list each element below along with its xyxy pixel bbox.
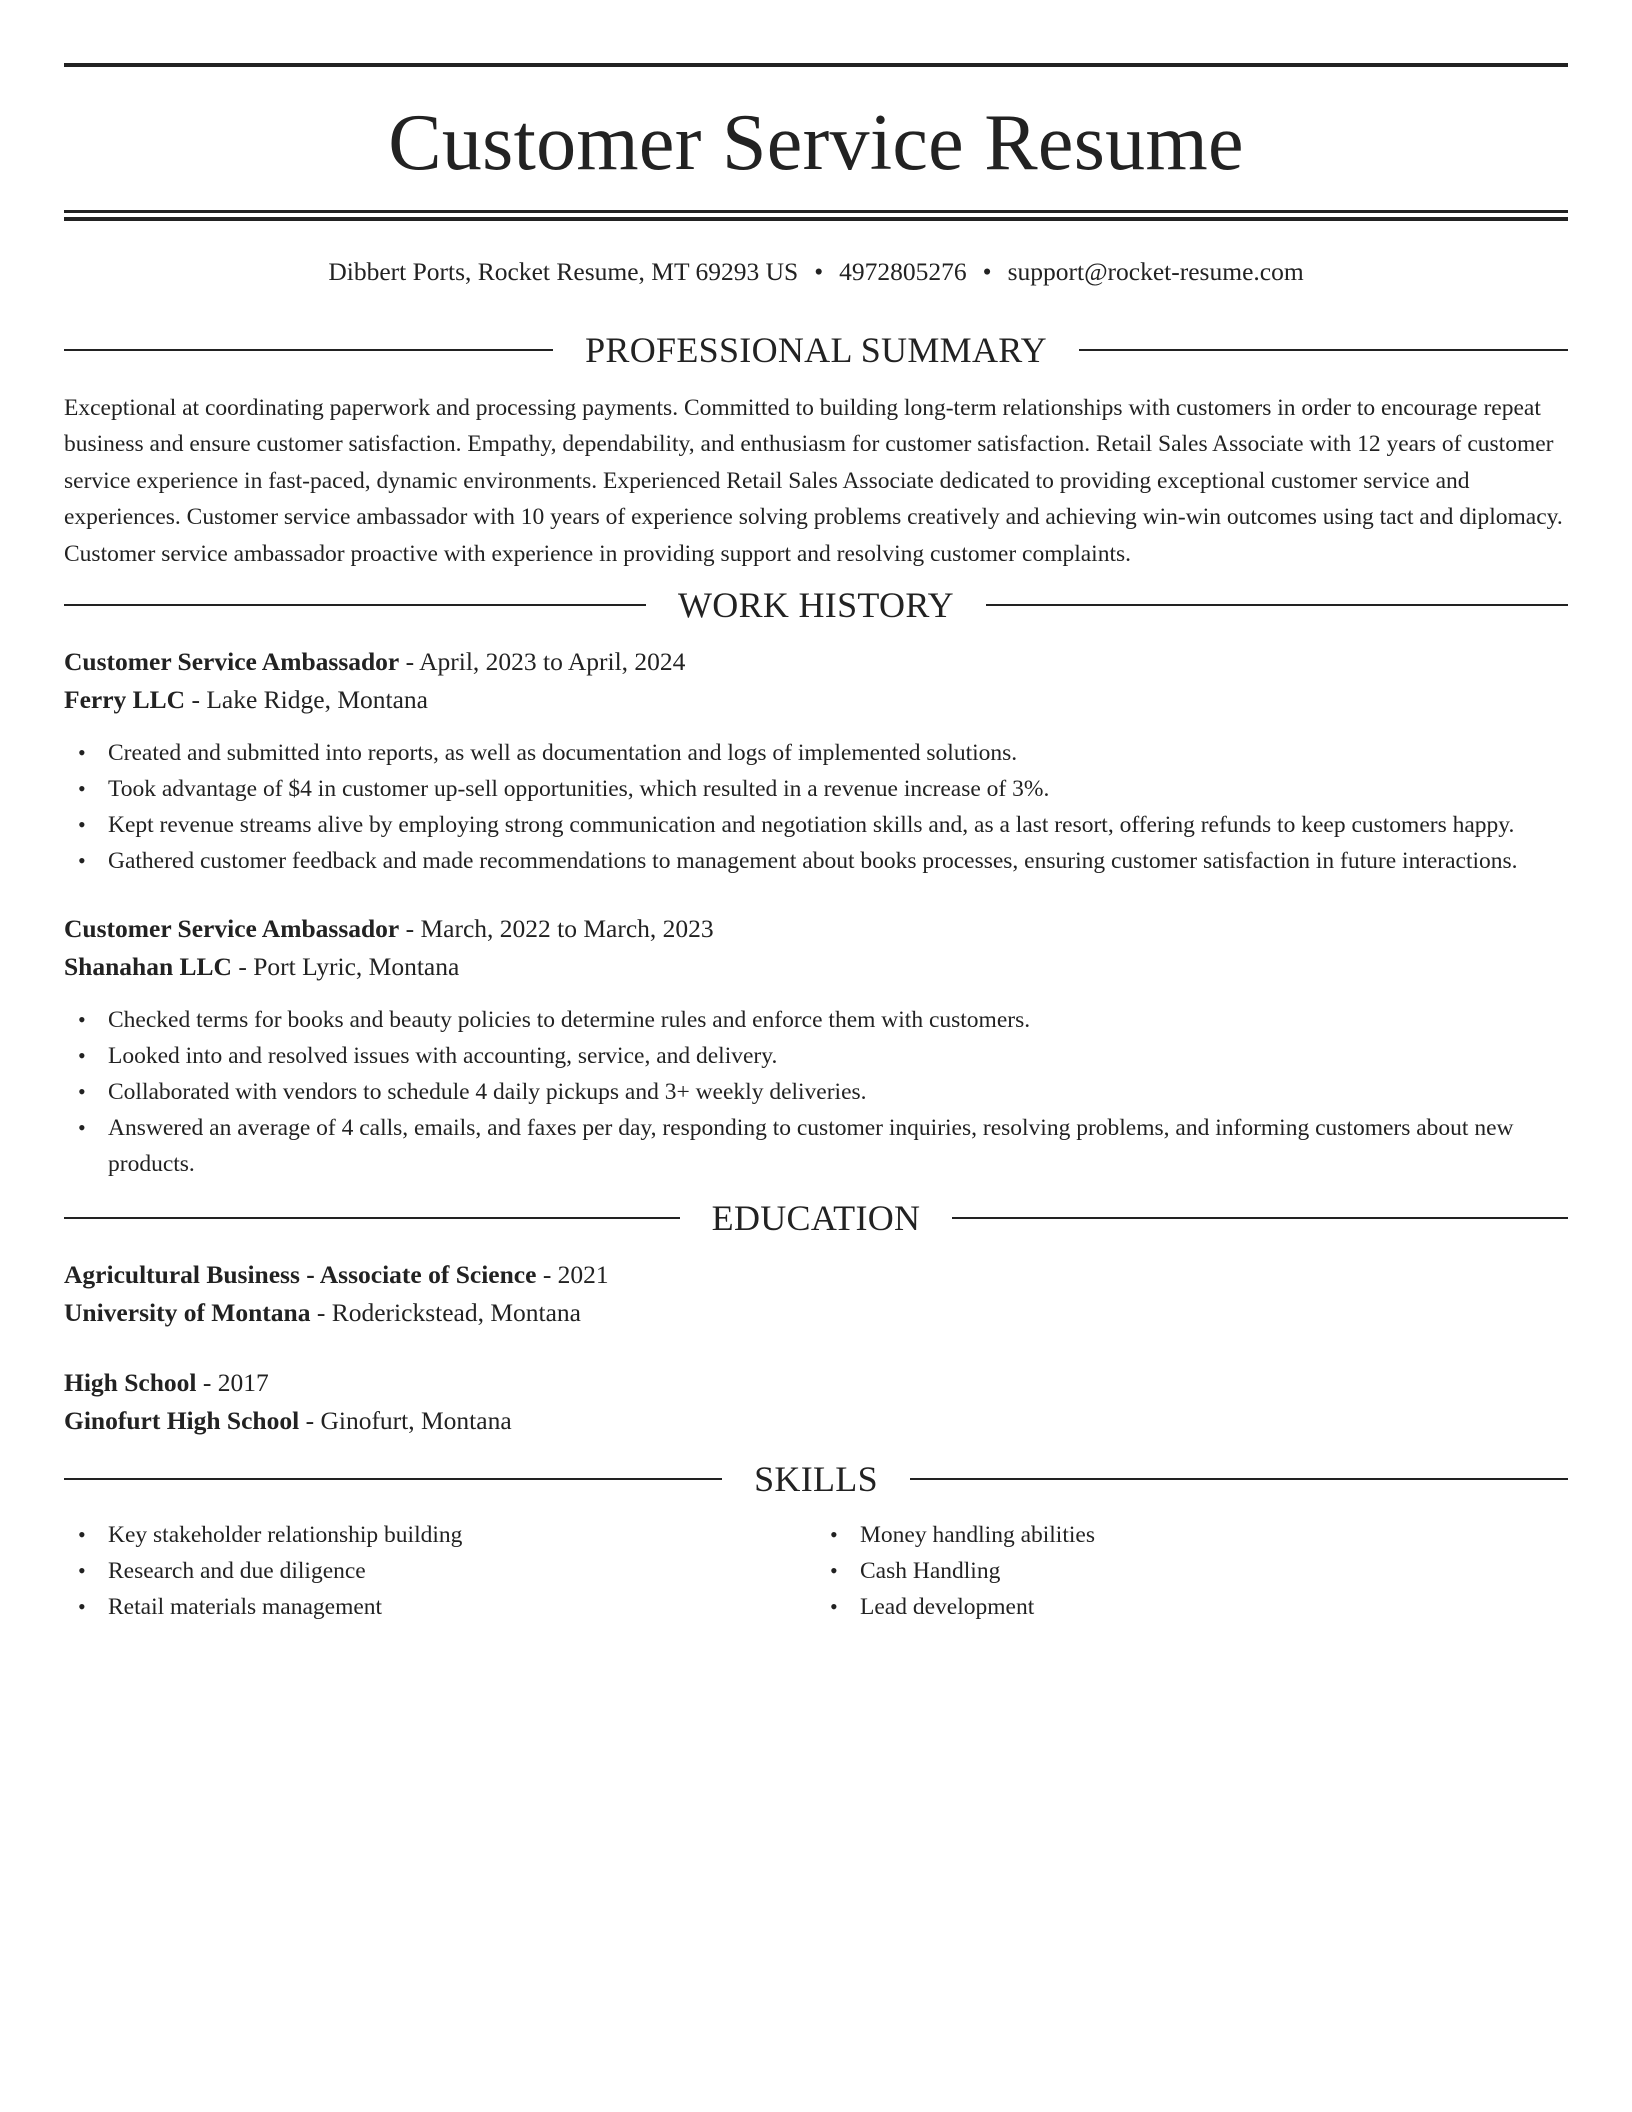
contact-separator: • xyxy=(982,257,992,286)
heading-rule-left xyxy=(64,604,646,606)
list-item: • Collaborated with vendors to schedule 4 daily pickups and 3+ weekly deliveries. xyxy=(64,1074,1568,1110)
job-company-line xyxy=(64,948,1568,986)
list-item: • Checked terms for books and beauty policies to determine rules and enforce them with customers. xyxy=(64,1002,1568,1038)
heading-rule-right xyxy=(952,1217,1568,1219)
education-school-line xyxy=(64,1402,1568,1440)
work-history-heading-label: WORK HISTORY xyxy=(678,585,954,626)
job-title: Customer Service Ambassador xyxy=(64,647,400,677)
skills-heading xyxy=(64,1457,1568,1501)
job-entry xyxy=(64,910,1568,1182)
resume-title: Customer Service Resume xyxy=(388,99,1244,187)
job-location: - Port Lyric, Montana xyxy=(231,952,460,982)
list-item: • Kept revenue streams alive by employing strong communication and negotiation skills and, as a last resort, offering refunds to keep customers happy. xyxy=(64,807,1568,843)
education-heading-label: EDUCATION xyxy=(711,1198,921,1239)
heading-rule-right xyxy=(1079,349,1568,351)
contact-separator: • xyxy=(814,257,824,286)
job-title: Customer Service Ambassador xyxy=(64,914,400,944)
education-year: - 2017 xyxy=(196,1368,269,1398)
job-location: - Lake Ridge, Montana xyxy=(185,685,428,715)
education-degree: High School xyxy=(64,1368,197,1398)
skills-list-left xyxy=(64,1517,816,1625)
list-item: • Looked into and resolved issues with accounting, service, and delivery. xyxy=(64,1038,1568,1074)
list-item: • Answered an average of 4 calls, emails, and faxes per day, responding to customer inquiries, resolving problems, and informing customers about new products. xyxy=(64,1110,1568,1182)
heading-rule-right xyxy=(910,1478,1568,1480)
skill-item: • Research and due diligence xyxy=(64,1553,816,1589)
heading-rule-left xyxy=(64,1217,680,1219)
contact-address: Dibbert Ports, Rocket Resume, MT 69293 US xyxy=(328,257,799,286)
heading-rule-left xyxy=(64,349,553,351)
skills-heading-label: SKILLS xyxy=(754,1459,878,1500)
skill-item: • Key stakeholder relationship building xyxy=(64,1517,816,1553)
education-year: - 2021 xyxy=(536,1260,609,1290)
education-degree-line xyxy=(64,1364,1568,1402)
education-degree: Agricultural Business - Associate of Science xyxy=(64,1260,537,1290)
heading-rule-right xyxy=(986,604,1568,606)
list-item: • Created and submitted into reports, as well as documentation and logs of implemented solutions. xyxy=(64,735,1568,771)
summary-heading xyxy=(64,328,1568,372)
job-title-line xyxy=(64,643,1568,681)
heading-rule-left xyxy=(64,1478,722,1480)
list-item: • Took advantage of $4 in customer up-sell opportunities, which resulted in a revenue increase of 3%. xyxy=(64,771,1568,807)
job-title-line xyxy=(64,910,1568,948)
contact-email: support@rocket-resume.com xyxy=(1007,257,1304,286)
job-dates: - March, 2022 to March, 2023 xyxy=(399,914,714,944)
summary-text: Exceptional at coordinating paperwork and processing payments. Committed to building long-term relationships with customers in order to encourage repeat business and ensure customer satisfaction. Empathy, dependability, and enthusiasm for customer satisfaction. Retail Sales Associate with 12 years of customer service experience in fast-paced, dynamic environments. Experienced Retail Sales Associate dedicated to providing exceptional customer service and experiences. Customer service ambassador with 10 years of experience solving problems creatively and achieving win-win outcomes using tact and diplomacy. Customer service ambassador proactive with experience in providing support and resolving customer complaints. xyxy=(64,395,1563,567)
skill-item: • Cash Handling xyxy=(816,1553,1568,1589)
job-bullets xyxy=(64,1002,1568,1182)
job-bullets xyxy=(64,735,1568,879)
education-school-line xyxy=(64,1294,1568,1332)
title-double-rule xyxy=(64,210,1568,221)
work-history-heading xyxy=(64,583,1568,627)
education-location: - Ginofurt, Montana xyxy=(299,1406,512,1436)
contact-phone: 4972805276 xyxy=(839,257,967,286)
summary-heading-label: PROFESSIONAL SUMMARY xyxy=(585,330,1047,370)
education-school: University of Montana xyxy=(64,1298,311,1328)
education-location: - Roderickstead, Montana xyxy=(310,1298,581,1328)
skill-item: • Money handling abilities xyxy=(816,1517,1568,1553)
skills-columns xyxy=(64,1517,1568,1625)
education-degree-line xyxy=(64,1256,1568,1294)
education-heading xyxy=(64,1196,1568,1240)
education-school: Ginofurt High School xyxy=(64,1406,300,1436)
skills-list-right xyxy=(816,1517,1568,1625)
skill-item: • Retail materials management xyxy=(64,1589,816,1625)
job-company-line xyxy=(64,681,1568,719)
education-entry xyxy=(64,1256,1568,1332)
job-company: Shanahan LLC xyxy=(64,952,232,982)
job-entry xyxy=(64,643,1568,879)
skill-item: • Lead development xyxy=(816,1589,1568,1625)
job-dates: - April, 2023 to April, 2024 xyxy=(399,647,686,677)
list-item: • Gathered customer feedback and made recommendations to management about books processes, ensuring customer satisfaction in future interactions. xyxy=(64,843,1568,879)
contact-line xyxy=(64,255,1568,289)
education-entry xyxy=(64,1364,1568,1440)
job-company: Ferry LLC xyxy=(64,685,186,715)
